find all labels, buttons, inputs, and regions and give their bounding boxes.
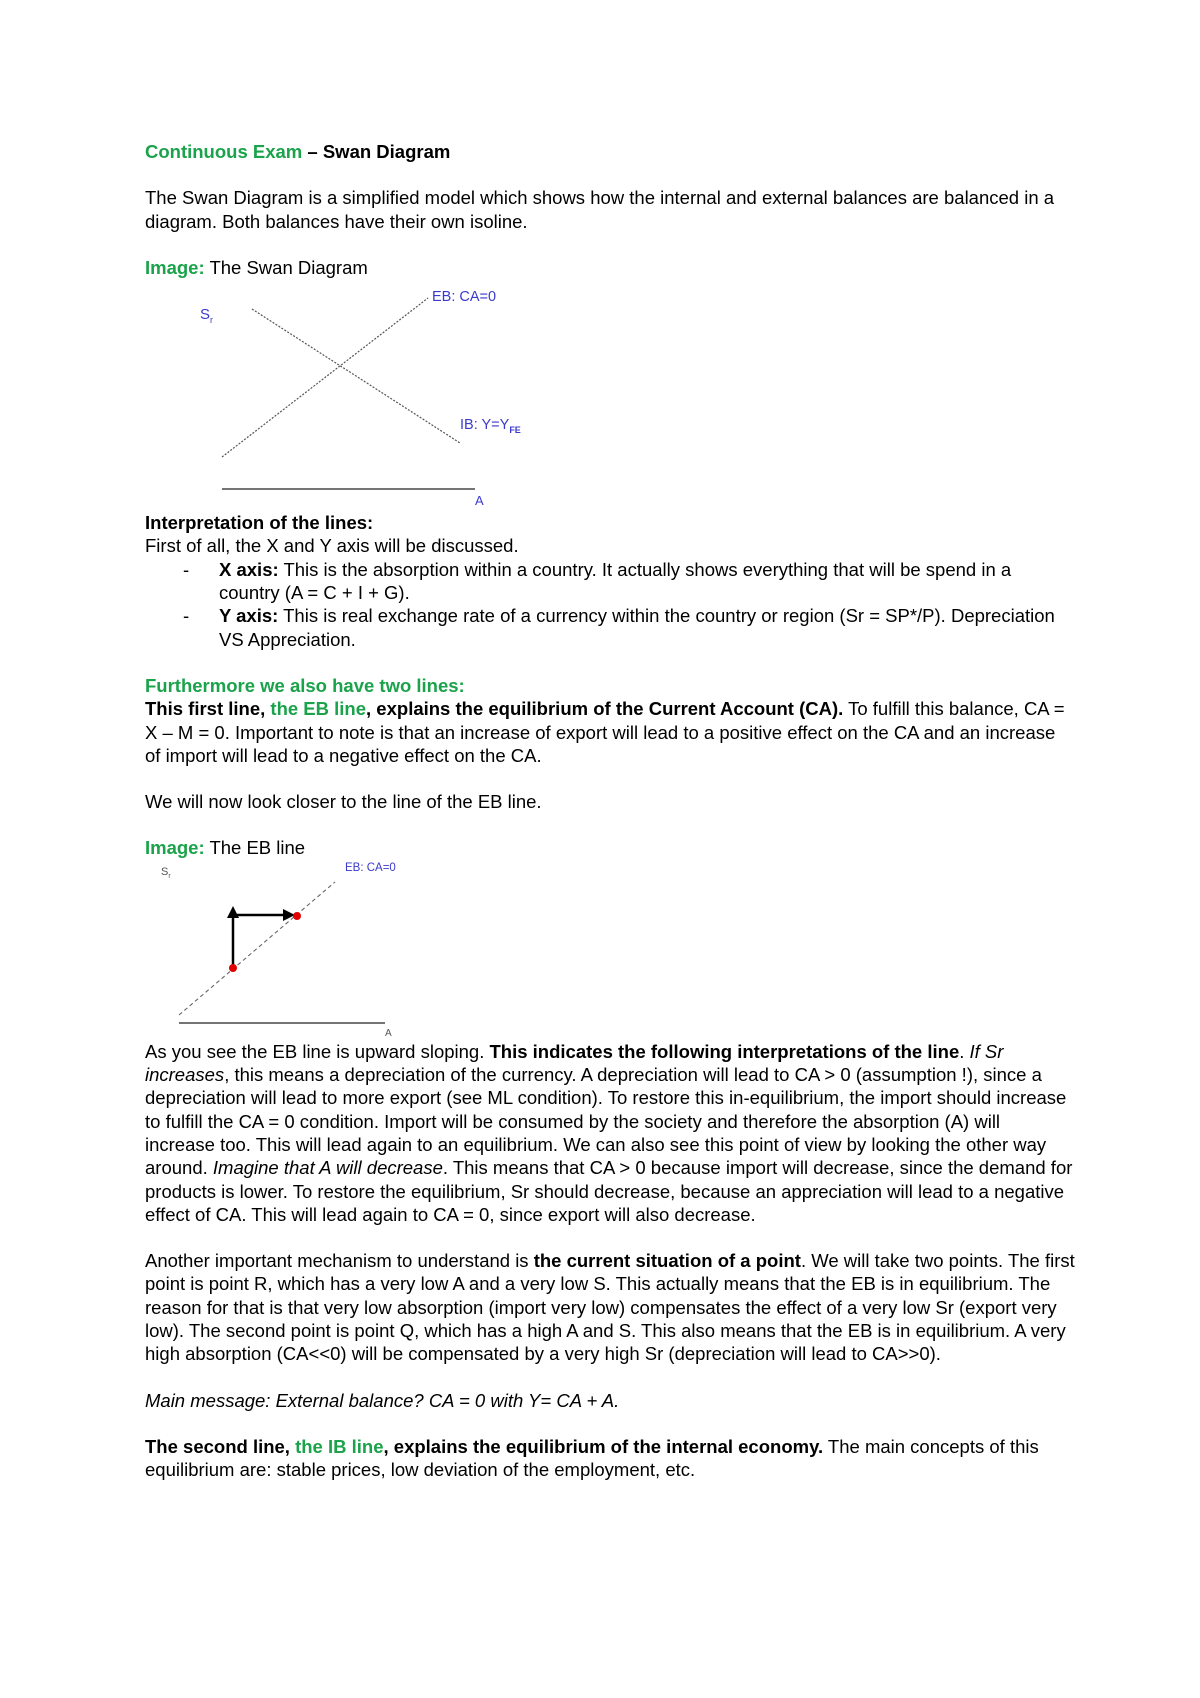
document-title (145, 140, 1075, 163)
ib-line-label: IB: $Y=Y_{FE}$ (460, 417, 521, 436)
eb-fig-point-end (293, 912, 301, 920)
image2-caption-label: Image: (145, 837, 205, 859)
eb-fig-x-axis-label: A (385, 1027, 392, 1039)
eb-fig-line (179, 882, 335, 1015)
interpretation-heading: Interpretation of the lines: (145, 512, 374, 534)
eb-fig-line-label: EB: CA=0 (345, 861, 396, 874)
list-item-y-axis (145, 604, 1075, 651)
list-item-x-axis (145, 558, 1075, 605)
two-lines-heading: Furthermore we also have two lines: (145, 674, 465, 696)
eb-line-term: the EB line (270, 698, 367, 720)
point-situation-paragraph: Another important mechanism to understand is the current situation of a point. We will take two points. The first point is point R, which has a very low A and a very low S. This actually means that the EB is in equilibrium. The reason for that is that very low absorption (import very low) compensates the effect of a very low Sr (export very low). The second point is point Q, which has a high A and S. This also means that the EB is in equilibrium. A very high absorption (CA<<0) will be compensated by a very high Sr (depreciation will lead to CA>>0). (145, 1250, 1075, 1365)
swan-x-axis-label: A (475, 493, 484, 509)
swan-y-axis-label: $S_r$ (200, 306, 214, 326)
swan-diagram-figure (170, 281, 570, 511)
title-course: Continuous Exam (145, 141, 303, 162)
eb-interpretation-paragraph: As you see the EB line is upward sloping. This indicates the following interpretations of the line. If Sr increases, this means a depreciation of the currency. A depreciation will lead to CA > 0 (assumption !), since a depreciation will lead to more export (see ML condition). To restore this in-equilibrium, the import should increase to fulfill the CA = 0 condition. Import will be consumed by the society and therefore the absorption (A) will increase too. This will lead again to an equilibrium. We can also see this point of view by looking the other way around. Imagine that A will decrease. This means that CA > 0 because import will decrease, since the demand for products is lower. To restore the equilibrium, Sr should decrease, because an appreciation will lead to a negative effect of CA. This will lead again to CA = 0, since export will also decrease. (145, 1040, 1073, 1225)
main-message: Main message: External balance? CA = 0 with Y= CA + A. (145, 1389, 620, 1411)
eb-fig-point-start (229, 964, 237, 972)
image2-caption-text: The EB line (204, 837, 306, 859)
document-page (145, 140, 1075, 1482)
axis-list (145, 558, 1075, 651)
image1-caption-label: Image: (145, 256, 205, 278)
y-axis-term: Y axis: (219, 605, 279, 627)
image1-caption (145, 256, 1075, 279)
list-dash: - (183, 558, 190, 580)
ib-line-term: the IB line (295, 1435, 384, 1457)
closer-paragraph: We will now look closer to the line of the EB line. (145, 791, 542, 813)
intro-paragraph: The Swan Diagram is a simplified model which shows how the internal and external balances are balanced in a diagram. Both balances have their own isoline. (145, 187, 1055, 232)
image2-caption (145, 836, 1075, 859)
eb-fig-y-axis-label: $S_r$ (161, 865, 171, 880)
ib-line-paragraph: The second line, the IB line, explains the equilibrium of the internal economy. The main concepts of this equilibrium are: stable prices, low deviation of the employment, etc. (145, 1435, 1039, 1481)
y-axis-text: This is real exchange rate of a currency within the country or region (Sr = SP*/P). Depreciation VS Appreciation. (219, 605, 1055, 650)
interpretation-lead: First of all, the X and Y axis will be discussed. (145, 535, 519, 557)
ib-line (252, 309, 460, 443)
eb-line (222, 298, 428, 457)
title-separator: – (302, 141, 323, 162)
list-dash: - (183, 605, 190, 627)
eb-line-figure (145, 860, 435, 1040)
image1-caption-text: The Swan Diagram (204, 256, 368, 278)
title-topic: Swan Diagram (322, 141, 451, 162)
eb-line-label: EB: CA=0 (432, 289, 497, 306)
x-axis-term: X axis: (219, 558, 279, 580)
x-axis-text: This is the absorption within a country. It actually shows everything that will be spend in a country (A = C + I + G). (219, 558, 1012, 604)
eb-line-paragraph: This first line, the EB line, explains the equilibrium of the Current Account (CA). To fulfill this balance, CA = X – M = 0. Important to note is that an increase of export will lead to a positive effect on the CA and an increase of import will lead to a negative effect on the CA. (145, 698, 1065, 766)
